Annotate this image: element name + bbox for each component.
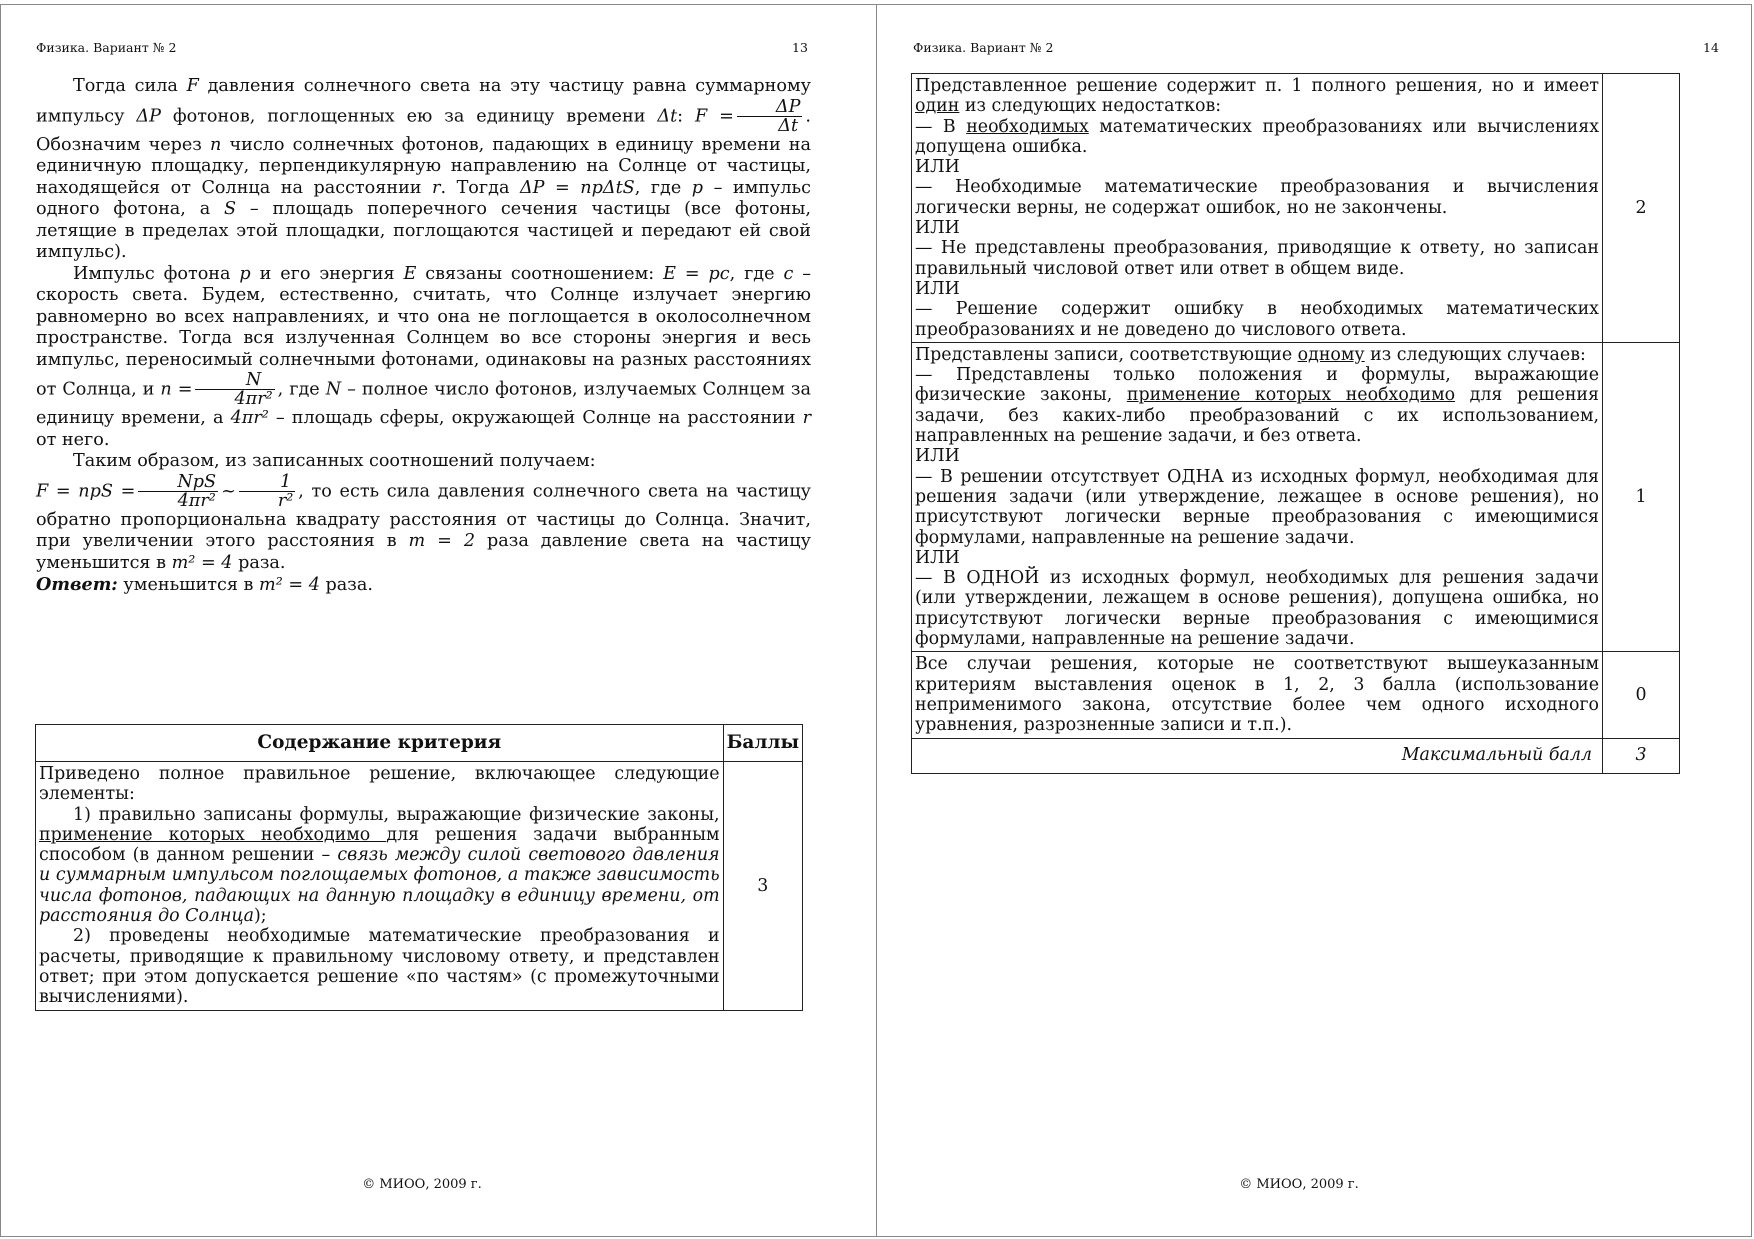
table-row <box>912 652 1680 738</box>
max-score-label: Максимальный балл <box>912 738 1603 773</box>
criterion-description: Все случаи решения, которые не соответствуют вышеуказанным критериям выставления оценок в 1, 2, 3 балла (использование неприменимого закона, отсутствие более чем одного исходного уравнения, разрозненные записи и т.п.). <box>912 652 1603 738</box>
max-score-value: 3 <box>1603 738 1680 773</box>
header-content: Содержание критерия <box>36 725 724 762</box>
criterion-description: Представлены записи, соответствующие одному из следующих случаев: — Представлены только положения и формулы, выражающие физические законы, применение которых необходимо для решения задачи, без каких-либо преобразований с их использованием, направленных на решение задачи, и без ответа. ИЛИ — В решении отсутствует ОДНА из исходных формул, необходимая для решения задачи (или утверждение, лежащее в основе решения), но присутствуют логически верные преобразования с имеющимися формулами, направленные на решение задачи. ИЛИ — В ОДНОЙ из исходных формул, необходимых для решения задачи (или утверждении, лежащем в основе решения), допущена ошибка, но присутствуют логически верные преобразования с имеющимися формулами, направленные на решение задачи. <box>912 342 1603 651</box>
fraction-1-r2: $\frac{1}{\text{r²}}$ <box>239 473 295 510</box>
page-header <box>36 40 876 58</box>
answer-label: Ответ: <box>36 574 118 595</box>
header-title: Физика. Вариант № 2 <box>913 40 1054 55</box>
table-row <box>912 74 1680 343</box>
page-number: 13 <box>792 40 808 55</box>
criterion-score: 0 <box>1603 652 1680 738</box>
paragraph-3: Таким образом, из записанных соотношений получаем: F = npS = $\frac{\text{NpS}}{\text{4πr²}}$ ~ $\frac{1}{\text{r²}}$ , то есть сила давления солнечного света на частицу обратно пропорциональна квадрату расстояния от частицы до Солнца. Значит, при увеличении этого расстояния в m = 2 раза давление света на частицу уменьшится в m² = 4 раза. <box>36 451 811 573</box>
max-score-row <box>912 738 1680 773</box>
paragraph-2: Импульс фотона p и его энергия E связаны соотношением: E = pc, где c – скорость света. Будем, естественно, считать, что Солнце излучает энергию равномерно во всех направлениях, и что она не поглощается в околосолнечном пространстве. Тогда вся излученная Солнцем во все стороны энергия и весь импульс, переносимый солнечными фотонами, одинаковы на разных расстояниях от Солнца, и n = $\frac{N}{\text{4πr²}}$ , где N – полное число фотонов, излучаемых Солнцем за единицу времени, а 4πr² – площадь сферы, окружающей Солнце на расстоянии r от него. <box>36 263 811 450</box>
fraction-npS: $\frac{\text{NpS}}{\text{4πr²}}$ <box>138 473 218 510</box>
criteria-table-continued <box>911 73 1680 774</box>
paragraph-1: Тогда сила F давления солнечного света на эту частицу равна суммарному импульсу ΔP фотонов, поглощенных ею за единицу времени Δt: F = $\frac{\Delta P}{\Delta t}$ . Обозначим через n число солнечных фотонов, падающих в единицу времени на единичную площадку, перпендикулярную направлению на Солнце от частицы, находящейся от Солнца на расстоянии r. Тогда ΔP = npΔtS, где p – импульс одного фотона, а S – площадь поперечного сечения частицы (все фотоны, летящие в пределах этой площадки, поглощаются частицей и передают ей свой импульс). <box>36 76 812 262</box>
solution-text <box>36 76 811 597</box>
criteria-table <box>35 724 803 1011</box>
criterion-description: Представленное решение содержит п. 1 полного решения, но и имеет один из следующих недостатков: — В необходимых математических преобразованиях или вычислениях допущена ошибка. ИЛИ — Необходимые математические преобразования и вычисления логически верны, не содержат ошибок, но не закончены. ИЛИ — Не представлены преобразования, приводящие к ответу, но записан правильный числовой ответ или ответ в общем виде. ИЛИ — Решение содержит ошибку в необходимых математических преобразованиях и не доведено до числового ответа. <box>912 74 1603 343</box>
criterion-score: 3 <box>723 762 802 1011</box>
criterion-description: Приведено полное правильное решение, включающее следующие элементы: 1) правильно записаны формулы, выражающие физические законы, применение которых необходимо для решения задачи выбранным способом (в данном решении – связь между силой светового давления и суммарным импульсом поглощаемых фотонов, а также зависимость числа фотонов, падающих на данную площадку в единицу времени, от расстояния до Солнца); 2) проведены необходимые математические преобразования и расчеты, приводящие к правильному числовому ответу, и представлен ответ; при этом допускается решение «по частям» (с промежуточными вычислениями). <box>36 762 724 1011</box>
table-row <box>912 342 1680 651</box>
table-header-row <box>36 725 803 762</box>
answer-line: Ответ: уменьшится в m² = 4 раза. <box>36 574 373 595</box>
page-footer: © МИОО, 2009 г. <box>1239 1177 1359 1192</box>
criterion-score: 1 <box>1603 342 1680 651</box>
page-header <box>913 40 1753 58</box>
fraction-dp-dt: $\frac{\Delta P}{\Delta t}$ <box>737 98 803 135</box>
header-score: Баллы <box>723 725 802 762</box>
page-13 <box>0 0 876 1239</box>
criterion-score: 2 <box>1603 74 1680 343</box>
fraction-n: $\frac{N}{\text{4πr²}}$ <box>195 371 274 408</box>
table-row <box>36 762 803 1011</box>
page-number: 14 <box>1703 40 1719 55</box>
header-title: Физика. Вариант № 2 <box>36 40 177 55</box>
page-footer: © МИОО, 2009 г. <box>362 1177 482 1192</box>
